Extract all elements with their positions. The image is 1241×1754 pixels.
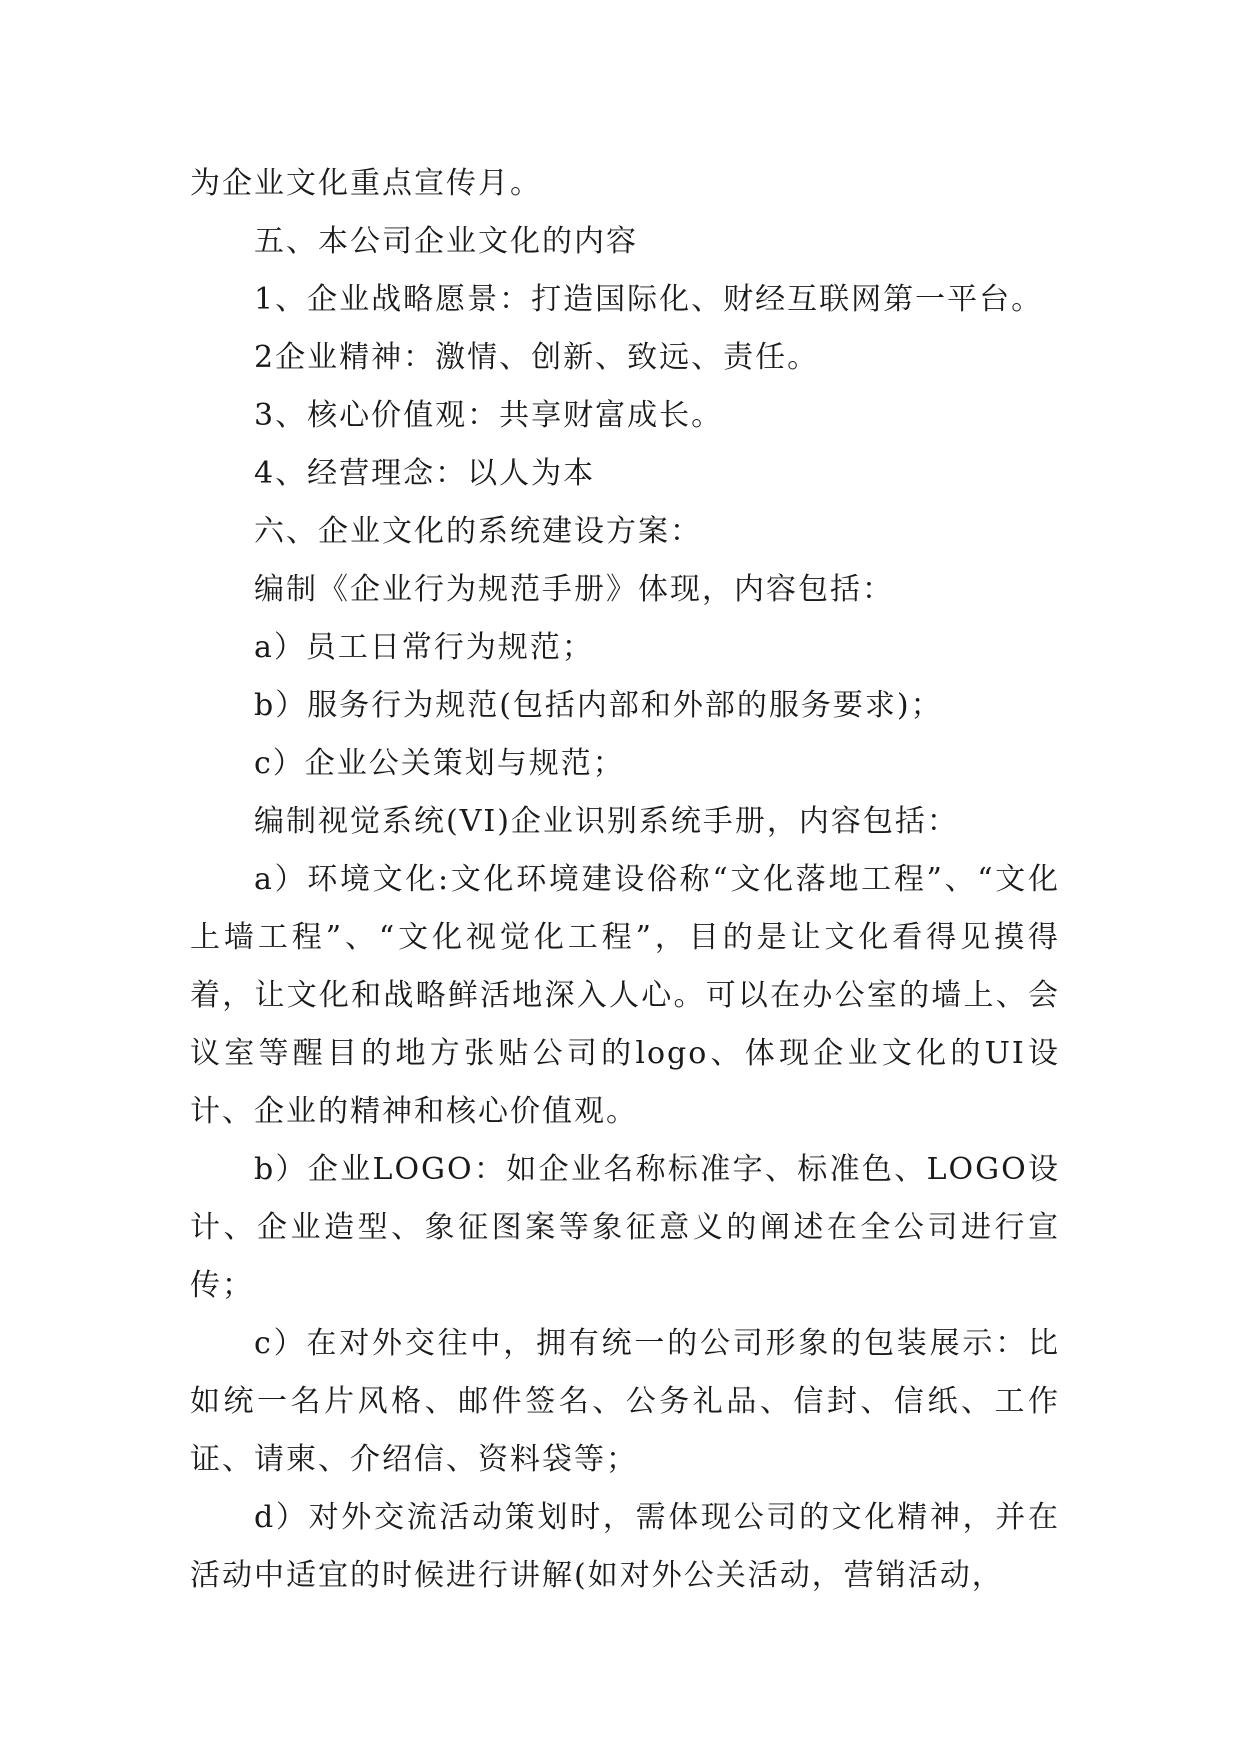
list-item: b）服务行为规范(包括内部和外部的服务要求)； [254,688,943,723]
list-item: 2企业精神：激情、创新、致远、责任。 [254,340,820,375]
list-item: c）企业公关策划与规范； [254,746,625,781]
list-item: 3、核心价值观：共享财富成长。 [254,398,724,433]
paragraph: 编制《企业行为规范手册》体现，内容包括： [254,572,894,607]
list-item: 1、企业战略愿景：打造国际化、财经互联网第一平台。 [254,282,1044,317]
list-item: a）员工日常行为规范； [254,630,594,665]
paragraph: 为企业文化重点宣传月。 [190,166,542,201]
section-heading-five: 五、本公司企业文化的内容 [254,224,638,259]
list-item: c）在对外交往中，拥有统一的公司形象的包装展示：比如统一名片风格、邮件签名、公务礼品、信封、信纸、工作证、请柬、介绍信、资料袋等； [190,1326,1060,1477]
list-item: d）对外交流活动策划时，需体现公司的文化精神，并在活动中适宜的时候进行讲解(如对外公关活动，营销活动， [190,1500,1060,1593]
paragraph: 编制视觉系统(VI)企业识别系统手册，内容包括： [254,804,959,839]
list-item: 4、经营理念：以人为本 [254,456,596,491]
list-item: b）企业LOGO：如企业名称标准字、标准色、LOGO设计、企业造型、象征图案等象征意义的阐述在全公司进行宣传； [190,1152,1060,1303]
list-item: a）环境文化:文化环境建设俗称“文化落地工程”、“文化上墙工程”、“文化视觉化工程”，目的是让文化看得见摸得着，让文化和战略鲜活地深入人心。可以在办公室的墙上、会议室等醒目的地方张贴公司的logo、体现企业文化的UI设计、企业的精神和核心价值观。 [190,862,1060,1129]
document-body [190,155,1060,1605]
section-heading-six: 六、企业文化的系统建设方案： [254,514,702,549]
